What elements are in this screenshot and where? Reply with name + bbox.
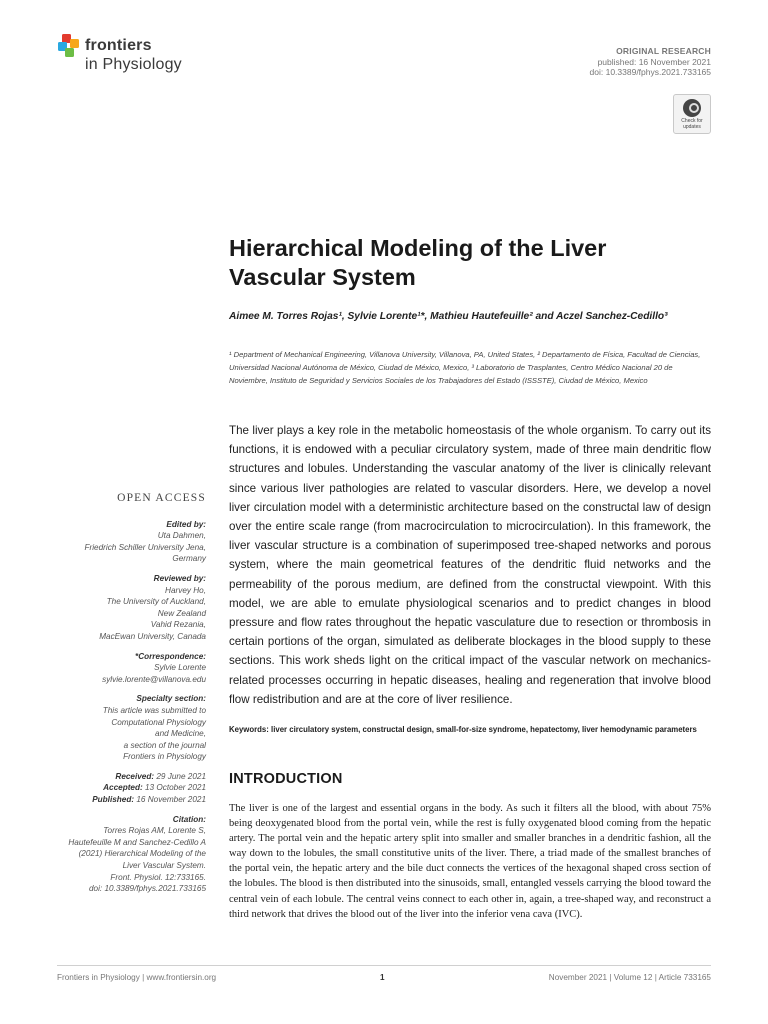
introduction-paragraph: The liver is one of the largest and essential organs in the body. As such it filters all the blood, with about 75% being deoxygenated blood from the portal vein, while the rest is fully oxygenated blood coming from the hepatic artery. The portal vein and the hepatic artery split into smaller and smaller branches in a dendritic fashion, all the way down to the lobules, the small constitutive units of the liver. There, a triad made of the smallest branches of the portal vein, the hepatic artery and the bile duct connects the vertices of the hexagonal shaped cross section of the lobules. The blood is then distributed into the sinusoids, small, entangled vessels carrying the blood toward the central vein of each lobule. The central veins connect to each other in, again, a tree-shaped way, and reconstruct a third network that drives the blood out of the liver into the inferior vena cava (IVC).: [229, 803, 711, 920]
section-heading-introduction: INTRODUCTION: [229, 771, 343, 787]
correspondence-email[interactable]: sylvie.lorente@villanova.edu: [102, 674, 206, 684]
reviewed-by-section: Reviewed by: Harvey Ho, The University of Auckland, New Zealand Vahid Rezania, MacEwan University, Canada: [99, 573, 206, 641]
author-list: Aimee M. Torres Rojas¹, Sylvie Lorente¹*, Mathieu Hautefeuille² and Aczel Sanchez-Cedillo³: [229, 311, 668, 322]
journal-logo[interactable]: [58, 34, 198, 82]
article-type: ORIGINAL RESEARCH: [616, 46, 711, 56]
check-updates-icon: [683, 99, 701, 117]
frontiers-logo-icon: [58, 34, 82, 58]
correspondence-section: *Correspondence: Sylvie Lorente sylvie.lorente@villanova.edu: [56, 651, 206, 686]
journal-name-line2: in Physiology: [85, 56, 182, 73]
abstract: The liver plays a key role in the metabolic homeostasis of the whole organism. To carry out its functions, it is endowed with a peculiar circulatory system, made of three main dendritic flow structures and lobules. Understanding the vascular anatomy of the liver is clinically relevant since various liver pathologies are related to vascular disorders. Here, we develop a novel liver circulation model with a deterministic architecture based on the constructal law of design over the entire scale range (from macrocirculation to microcirculation). In this framework, the liver vascular structure is a combination of superimposed tree-shaped networks and porous system, where the main geometrical features of the dendritic fluid networks and the permeability of the porous medium, are defined from the constructal viewpoint. With this model, we are able to emulate physiological scenarios and to predict changes in blood pressure and flow rates throughout the hepatic vasculature due to resection or thrombosis in certain portions of the organ, simulated as deliberate blockages in the blood supply to these sections. This work sheds light on the critical impact of the vascular network on mechanics-related processes occurring in hepatic diseases, healing and regeneration that involve blood flow redistribution and are at the core of liver resilience.: [229, 424, 711, 706]
article-meta-header: [590, 46, 711, 78]
article-sidebar: [56, 493, 206, 903]
specialty-section: Specialty section: This article was submitted to Computational Physiology and Medicine, a section of the journal Frontiers in Physiology: [102, 694, 206, 762]
keywords-label: Keywords:: [229, 725, 269, 734]
affiliations: ¹ Department of Mechanical Engineering, Villanova University, Villanova, PA, United States, ² Departamento de Física, Facultad de Ciencias, Universidad Nacional Autónoma de México, Ciudad de México, Mexico, ³ Laboratorio de Trasplantes, Centro Médico Nacional 20 de Noviembre, Instituto de Seguridad y Servicios Sociales de los Trabajadores del Estado (ISSSTE), Ciudad de México, Mexico: [229, 350, 701, 385]
article-title: Hierarchical Modeling of the Liver Vascular System: [229, 235, 607, 290]
edited-by-section: Edited by: Uta Dahmen, Friedrich Schiller University Jena, Germany: [84, 519, 206, 564]
citation-doi[interactable]: doi: 10.3389/fphys.2021.733165: [89, 884, 206, 894]
check-for-updates-badge[interactable]: Check for updates: [673, 94, 711, 134]
footer-volume-info: November 2021 | Volume 12 | Article 733165: [548, 973, 711, 982]
dates-section: Received: 29 June 2021 Accepted: 13 October 2021 Published: 16 November 2021: [92, 771, 206, 805]
keywords-list: liver circulatory system, constructal design, small-for-size syndrome, hepatectomy, liver hemodynamic parameters: [271, 725, 697, 734]
page-number: 1: [380, 973, 385, 982]
keywords: [229, 724, 711, 735]
open-access-label: OPEN ACCESS: [117, 492, 206, 504]
published-date: published: 16 November 2021: [597, 56, 711, 67]
footer-divider: [57, 965, 711, 966]
journal-name-line1: frontiers: [85, 37, 152, 54]
citation-section: Citation: Torres Rojas AM, Lorente S, Hautefeuille M and Sanchez-Cedillo A (2021) Hierarchical Modeling of the Liver Vascular System. Front. Physiol. 12:733165. doi: 10.3389/fphys.2021.733165: [56, 814, 206, 895]
footer-journal-link[interactable]: Frontiers in Physiology | www.frontiersin.org: [57, 973, 217, 982]
doi-link[interactable]: doi: 10.3389/fphys.2021.733165: [589, 67, 711, 77]
